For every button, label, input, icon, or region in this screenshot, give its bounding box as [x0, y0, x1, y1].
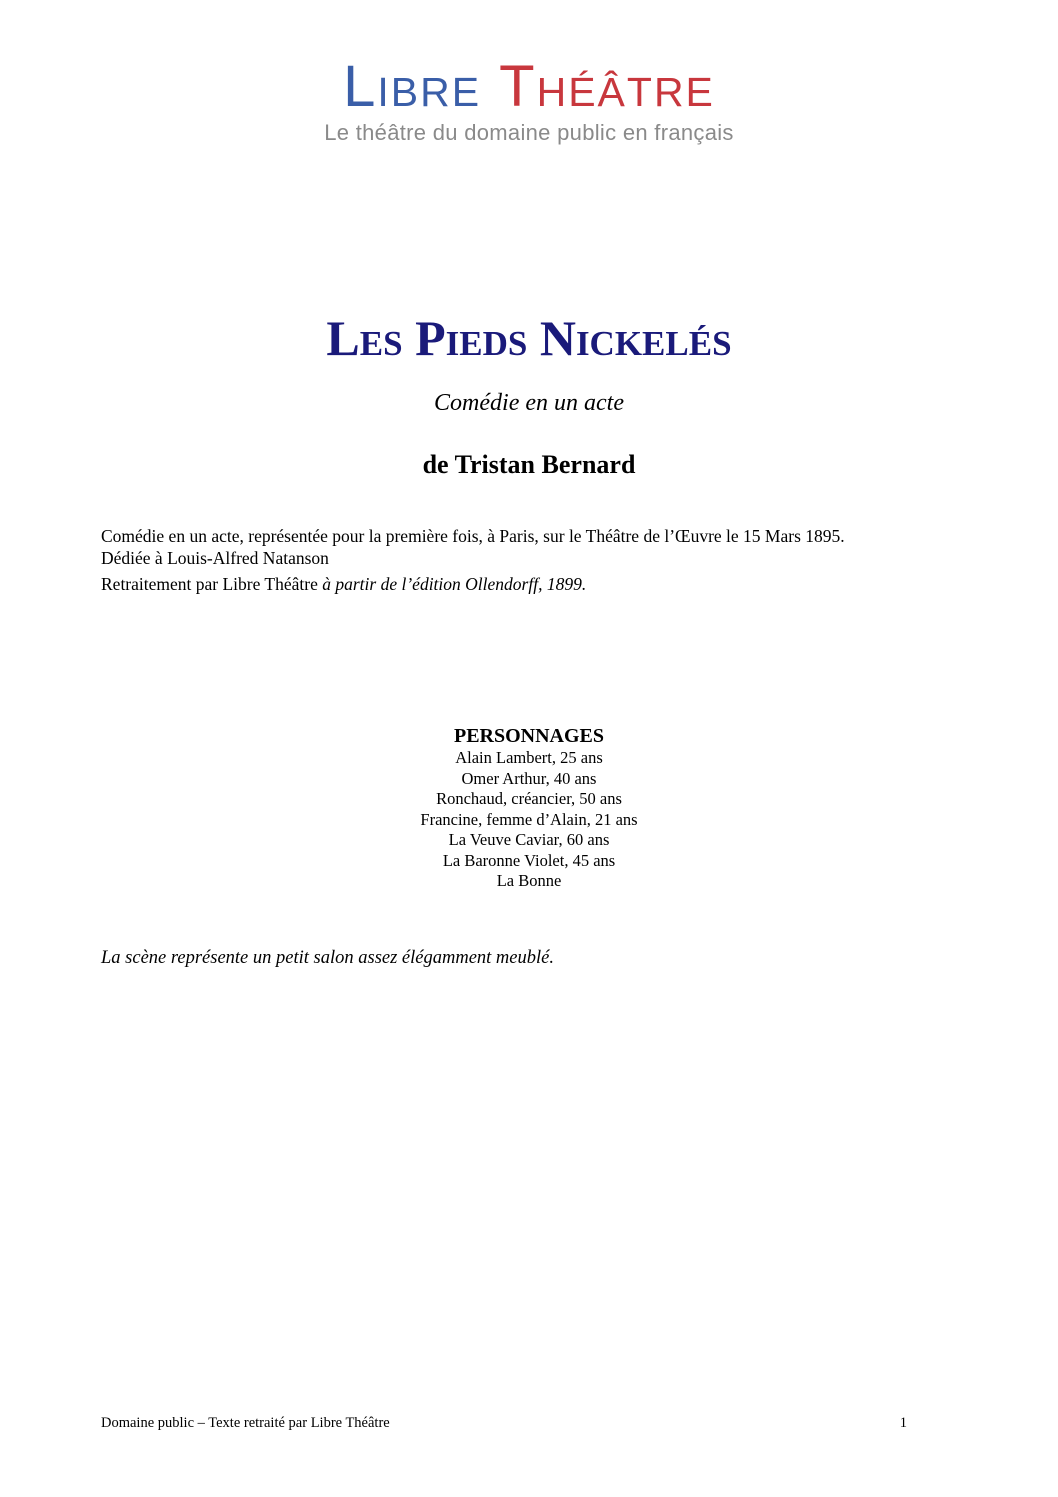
- play-subtitle: Comédie en un acte: [434, 390, 624, 416]
- list-item: La Veuve Caviar, 60 ans: [448, 830, 610, 849]
- logo-word-libre: Libre: [343, 54, 482, 119]
- edition-info: [101, 573, 981, 595]
- dedication: Dédiée à Louis-Alfred Natanson: [101, 548, 329, 568]
- play-author: de Tristan Bernard: [422, 450, 636, 479]
- logo-wordmark: [0, 52, 1058, 122]
- scene-description: La scène représente un petit salon assez élégamment meublé.: [101, 948, 554, 968]
- list-item: Omer Arthur, 40 ans: [461, 768, 597, 788]
- character-items: [0, 748, 1058, 892]
- character-list-heading: PERSONNAGES: [453, 725, 605, 747]
- premiere-info: Comédie en un acte, représentée pour la première fois, à Paris, sur le Théâtre de l’Œuvre le 15 Mars 1895.: [101, 526, 845, 546]
- edition-info-prefix: Retraitement par Libre Théâtre: [101, 574, 323, 594]
- page-number: 1: [899, 1415, 907, 1431]
- list-item: La Bonne: [496, 871, 562, 890]
- publication-info: [101, 525, 981, 595]
- list-item: Alain Lambert, 25 ans: [455, 748, 603, 767]
- character-list: [0, 724, 1058, 892]
- list-item: Ronchaud, créancier, 50 ans: [436, 789, 622, 808]
- list-item: Francine, femme d’Alain, 21 ans: [420, 809, 638, 829]
- logo-tagline: Le théâtre du domaine public en français: [324, 120, 734, 145]
- list-item: La Baronne Violet, 45 ans: [442, 850, 616, 870]
- logo-word-theatre: Théâtre: [499, 54, 715, 119]
- footer-credit: Domaine public – Texte retraité par Libre Théâtre: [101, 1415, 390, 1431]
- edition-source: à partir de l’édition Ollendorff, 1899.: [322, 574, 587, 594]
- libre-theatre-logo: [0, 52, 1058, 146]
- play-title: Les Pieds Nickelés: [326, 310, 732, 366]
